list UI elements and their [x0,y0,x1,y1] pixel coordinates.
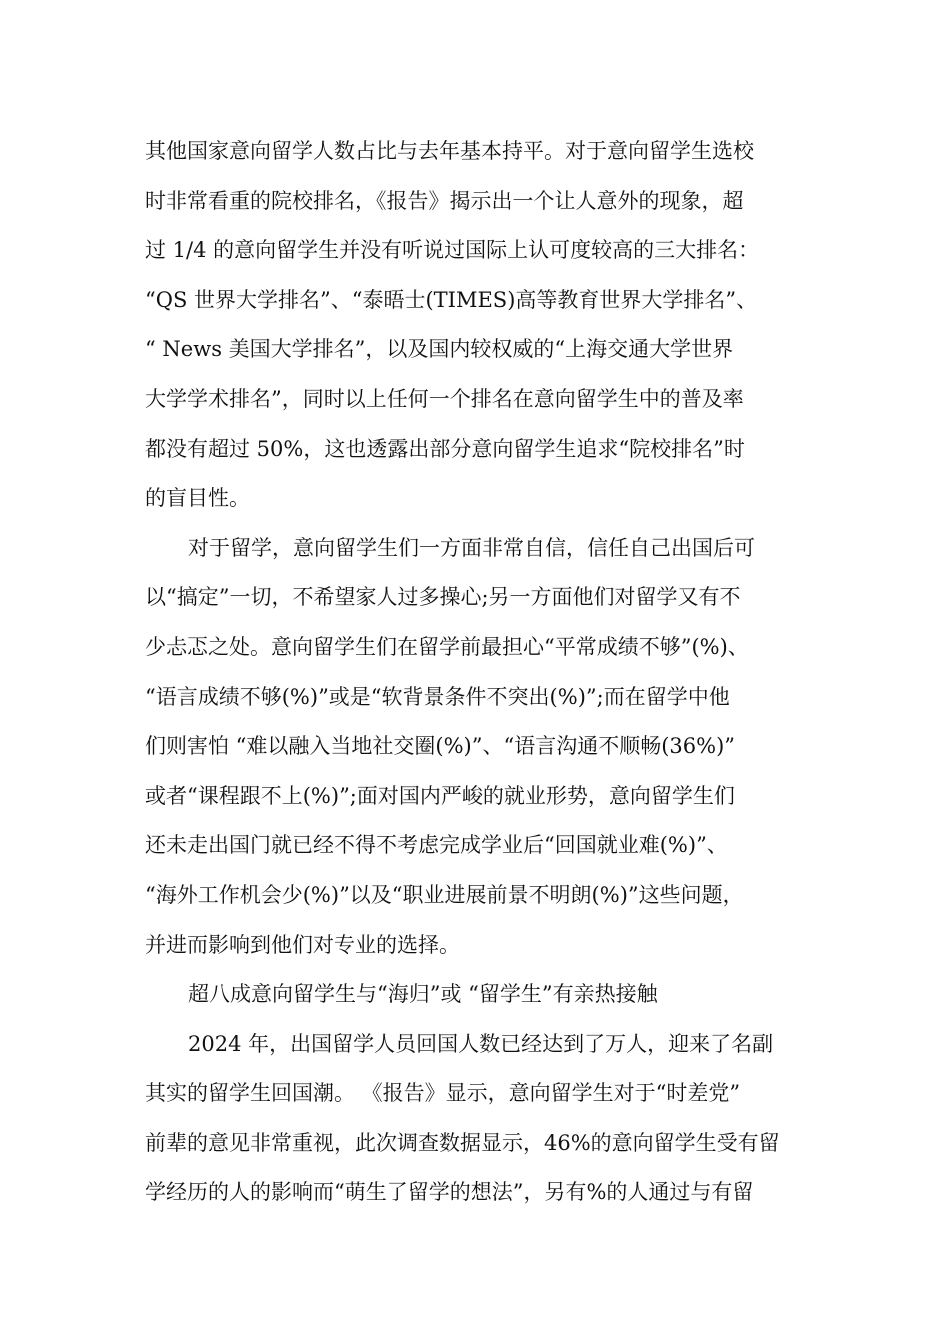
text-line: 其他国家意向留学人数占比与去年基本持平。对于意向留学生选校 [145,139,754,163]
section-heading: 超八成意向留学生与“海归”或 “留学生”有亲热接触 [188,982,658,1007]
text-line: “语言成绩不够(%)”或是“软背景条件不突出(%)”;而在留学中他 [145,684,730,709]
text-line: 前辈的意见非常重视，此次调查数据显示，46%的意向留学生受有留 [145,1130,780,1155]
paragraph-start-line: 对于留学，意向留学生们一方面非常自信，信任自己出国后可 [188,535,755,560]
text-line: “QS 世界大学排名”、“泰晤士(TIMES)高等教育世界大学排名”、 [145,287,758,312]
text-line: 们则害怕 “难以融入当地社交圈(%)”、“语言沟通不顺畅(36%)” [145,734,736,759]
text-line: “ News 美国大学排名”，以及国内较权威的“上海交通大学世界 [145,337,734,362]
text-line: 还未走出国门就已经不得不考虑完成学业后“回国就业难(%)”、 [145,833,728,858]
text-line: 大学学术排名”，同时以上任何一个排名在意向留学生中的普及率 [145,386,744,411]
body-text [145,127,845,1218]
text-line: 时非常看重的院校排名，《报告》揭示出一个让人意外的现象，超 [145,188,744,213]
text-line: 或者“课程跟不上(%)”;面对国内严峻的就业形势，意向留学生们 [145,783,735,808]
text-line: 以“搞定”一切，不希望家人过多操心;另一方面他们对留学又有不 [145,585,741,610]
text-line: 并进而影响到他们对专业的选择。 [145,932,460,957]
text-line: 都没有超过 50%，这也透露出部分意向留学生追求“院校排名”时 [145,436,745,461]
text-line: 学经历的人的影响而“萌生了留学的想法”，另有%的人通过与有留 [145,1180,754,1205]
text-line: 少忐忑之处。意向留学生们在留学前最担心“平常成绩不够”(%)、 [145,634,749,659]
text-line: 过 1/4 的意向留学生并没有听说过国际上认可度较高的三大排名： [145,238,760,263]
text-line: “海外工作机会少(%)”以及“职业进展前景不明朗(%)”这些问题， [145,882,744,907]
paragraph-start-line: 2024 年，出国留学人员回国人数已经达到了万人，迎来了名副 [188,1031,774,1056]
text-line: 的盲目性。 [145,486,250,511]
text-line: 其实的留学生回国潮。 《报告》显示，意向留学生对于“时差党” [145,1081,741,1106]
